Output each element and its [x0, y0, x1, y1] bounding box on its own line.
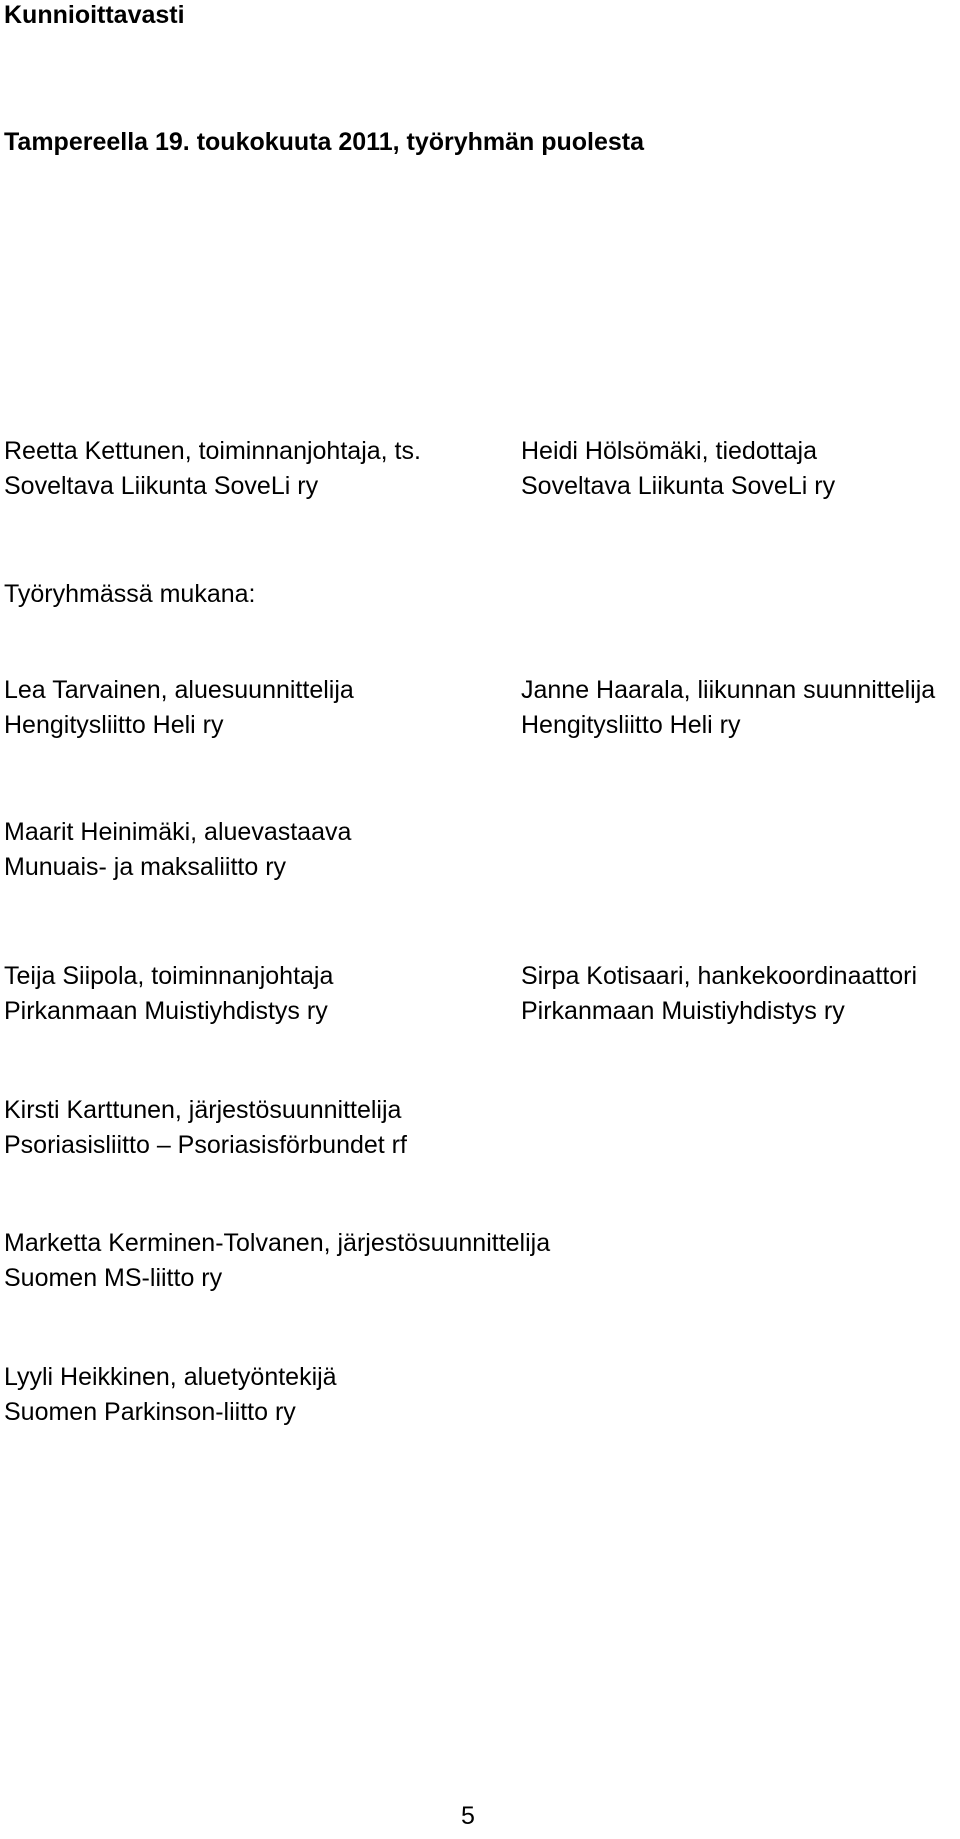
closing-text: Kunnioittavasti — [4, 1, 185, 29]
member-organization: Pirkanmaan Muistiyhdistys ry — [4, 997, 328, 1025]
signatory-organization: Soveltava Liikunta SoveLi ry — [521, 472, 836, 500]
member-organization: Suomen MS-liitto ry — [4, 1264, 223, 1292]
member-marketta-kerminen-tolvanen — [4, 1226, 550, 1296]
member-lyyli-heikkinen — [4, 1360, 337, 1430]
member-organization: Suomen Parkinson-liitto ry — [4, 1398, 296, 1426]
member-name-role: Kirsti Karttunen, järjestösuunnittelija — [4, 1096, 402, 1124]
signatory-name-role: Reetta Kettunen, toiminnanjohtaja, ts. — [4, 437, 421, 465]
member-organization: Pirkanmaan Muistiyhdistys ry — [521, 997, 845, 1025]
member-name-role: Marketta Kerminen-Tolvanen, järjestösuunnittelija — [4, 1229, 551, 1257]
member-name-role: Janne Haarala, liikunnan suunnittelija — [521, 676, 936, 704]
member-organization: Munuais- ja maksaliitto ry — [4, 853, 287, 881]
member-organization: Hengitysliitto Heli ry — [4, 711, 224, 739]
member-maarit-heinimaki — [4, 815, 351, 885]
member-sirpa-kotisaari — [521, 959, 917, 1029]
member-name-role: Maarit Heinimäki, aluevastaava — [4, 818, 352, 846]
page-number: 5 — [461, 1802, 475, 1830]
member-teija-siipola — [4, 959, 333, 1029]
working-group-heading: Työryhmässä mukana: — [4, 580, 256, 608]
member-janne-haarala — [521, 673, 935, 743]
signatory-2 — [521, 434, 835, 504]
member-lea-tarvainen — [4, 673, 354, 743]
member-name-role: Lyyli Heikkinen, aluetyöntekijä — [4, 1363, 337, 1391]
member-organization: Psoriasisliitto – Psoriasisförbundet rf — [4, 1131, 407, 1159]
member-organization: Hengitysliitto Heli ry — [521, 711, 741, 739]
member-name-role: Lea Tarvainen, aluesuunnittelija — [4, 676, 354, 704]
member-name-role: Teija Siipola, toiminnanjohtaja — [4, 962, 334, 990]
signatory-organization: Soveltava Liikunta SoveLi ry — [4, 472, 319, 500]
signatory-name-role: Heidi Hölsömäki, tiedottaja — [521, 437, 817, 465]
place-date: Tampereella 19. toukokuuta 2011, työryhmän puolesta — [4, 128, 645, 156]
signatory-1 — [4, 434, 421, 504]
member-name-role: Sirpa Kotisaari, hankekoordinaattori — [521, 962, 918, 990]
member-kirsti-karttunen — [4, 1093, 407, 1163]
